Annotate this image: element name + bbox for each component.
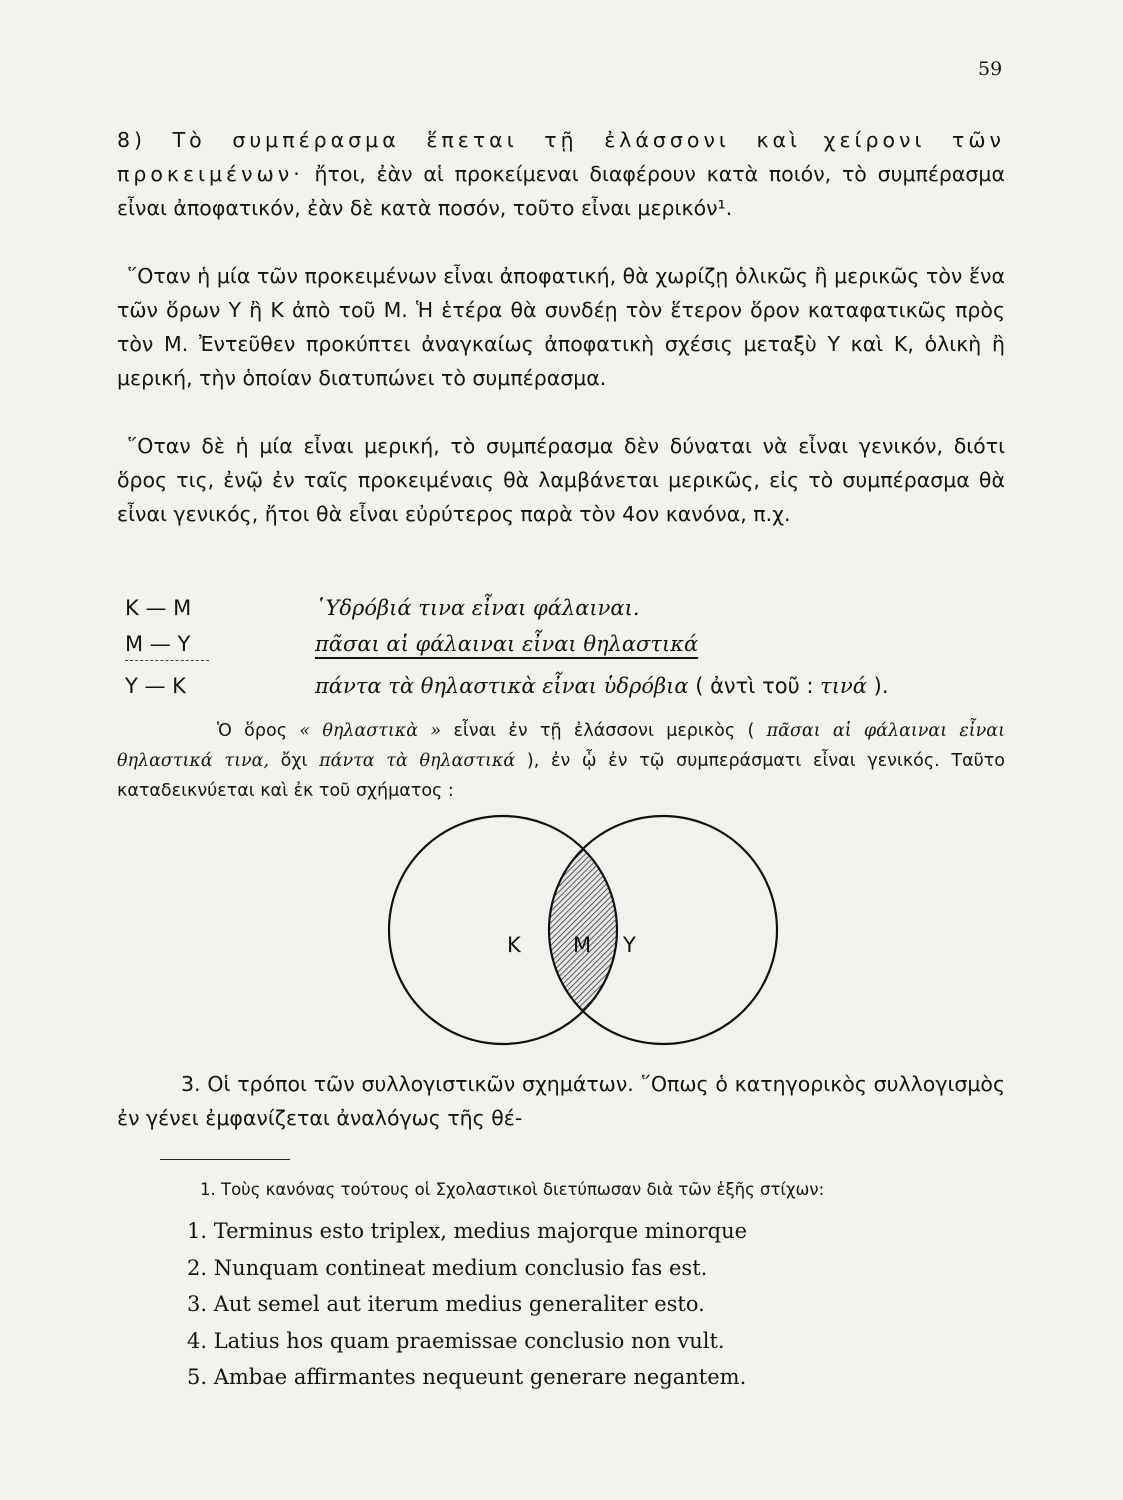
- term-note-i2: πᾶσαι αἱ φάλαιναι εἶναι θηλαστικά τινα,: [117, 721, 1005, 771]
- syllogism-terms: Μ — Υ: [125, 632, 191, 656]
- syllogism-suffix-end: ).: [866, 674, 889, 698]
- paragraph-partial-premise: ῞Οταν δὲ ἡ μία εἶναι μερική, τὸ συμπέρασμα δὲν δύναται νὰ εἶναι γενικόν, διότι ὅρος τις, ἐνῷ ἐν ταῖς προκειμέναις θὰ λαμβάνεται μερικῶς, εἰς τὸ συμπέρασμα θὰ εἶναι γενικός, ἤτοι θὰ εἶναι εὐρύτερος παρὰ τὸν 4ον κανόνα, π.χ.: [117, 434, 1005, 526]
- term-note-t3: ὄχι: [268, 751, 320, 771]
- venn-label-y: Υ: [623, 933, 636, 957]
- syllogism-terms: Κ — Μ: [125, 596, 192, 620]
- rule-line: 5. Ambae affirmantes nequeunt generare negantem.: [187, 1365, 747, 1389]
- paragraph-section-3: [117, 1067, 1005, 1135]
- syllogism-terms: Υ — Κ: [125, 674, 186, 698]
- footnote-rule: [160, 1159, 290, 1160]
- venn-diagram: [380, 810, 780, 1060]
- rule-line: 3. Aut semel aut iterum medius generaliter esto.: [187, 1292, 705, 1316]
- venn-label-m: Μ: [573, 933, 592, 957]
- term-note-i3: πάντα τὰ θηλαστικά: [319, 751, 516, 771]
- rule-line: 1. Terminus esto triplex, medius majorque minorque: [187, 1219, 748, 1243]
- syllogism-suffix-italic: τινά: [820, 674, 867, 698]
- syllogism-proposition: ῾Υδρόβιά τινα εἶναι φάλαιναι.: [315, 596, 640, 620]
- section-3-heading: 3. Οἱ τρόποι τῶν συλλογιστικῶν σχημάτων.: [181, 1072, 634, 1096]
- footnote-intro: 1. Τοὺς κανόνας τούτους οἱ Σχολαστικοὶ διετύπωσαν διὰ τῶν ἑξῆς στίχων:: [200, 1180, 825, 1199]
- point-8-rest: ἤτοι, ἐὰν αἱ προκείμεναι διαφέρουν κατὰ ποιόν, τὸ συμπέρασμα εἶναι ἀποφατικόν, ἐὰν δὲ κατὰ ποσόν, τοῦτο εἶναι μερικόν¹.: [117, 162, 1005, 220]
- syllogism-proposition: πᾶσαι αἱ φάλαιναι εἶναι θηλαστικά: [315, 632, 699, 656]
- point-8-lead-a: 8) Τὸ συμπέρασμα ἕπεται τῇ ἐλάσσονι καὶ: [117, 128, 801, 152]
- rule-line: 2. Nunquam contineat medium conclusio fas est.: [187, 1255, 708, 1280]
- dashed-divider: [125, 660, 209, 661]
- term-note-t2: εἶναι ἐν τῇ ἐλάσσονι μερικὸς (: [441, 721, 767, 741]
- scholastic-rules-list: [187, 1213, 747, 1396]
- term-note-t1: Ὁ ὅρος: [217, 721, 300, 741]
- syllogism-proposition-line: [315, 674, 889, 698]
- paragraph-term-note: [117, 716, 1005, 806]
- syllogism-proposition: πάντα τὰ θηλαστικὰ εἶναι ὑδρόβια: [315, 674, 689, 698]
- term-note-t4: ), ἐν ᾧ ἐν τῷ συμπεράσματι εἶναι γενικός. Ταῦτο καταδεικνύεται καὶ ἐκ τοῦ σχήματος :: [117, 751, 1005, 801]
- syllogism-suffix: ( ἀντὶ τοῦ :: [688, 674, 821, 698]
- paragraph-point-8: [117, 123, 1005, 225]
- rule-line: 4. Latius hos quam praemissae conclusio non vult.: [187, 1328, 725, 1353]
- section-3-text: ῞Οπως ὁ κατηγορικὸς συλλογισμὸς ἐν γένει ἐμφανίζεται ἀναλόγως τῆς θέ-: [117, 1072, 1005, 1130]
- page-number: 59: [978, 58, 1003, 80]
- venn-label-k: Κ: [507, 933, 521, 957]
- paragraph-negative-premise: ῞Οταν ἡ μία τῶν προκειμένων εἶναι ἀποφατική, θὰ χωρίζῃ ὁλικῶς ἢ μερικῶς τὸν ἕνα τῶν ὅρων Υ ἢ Κ ἀπὸ τοῦ Μ. Ἡ ἑτέρα θὰ συνδέῃ τὸν ἕτερον ὅρον καταφατικῶς πρὸς τὸν Μ. Ἐντεῦθεν προκύπτει ἀναγκαίως ἀποφατικὴ σχέσις μεταξὺ Υ καὶ Κ, ὁλικὴ ἢ μερική, τὴν ὁποίαν διατυπώνει τὸ συμπέρασμα.: [117, 264, 1005, 390]
- term-note-i1: « θηλαστικὰ »: [299, 721, 442, 741]
- point-8-lead-b: χείρονι τῶν προκειμένων·: [117, 128, 1006, 186]
